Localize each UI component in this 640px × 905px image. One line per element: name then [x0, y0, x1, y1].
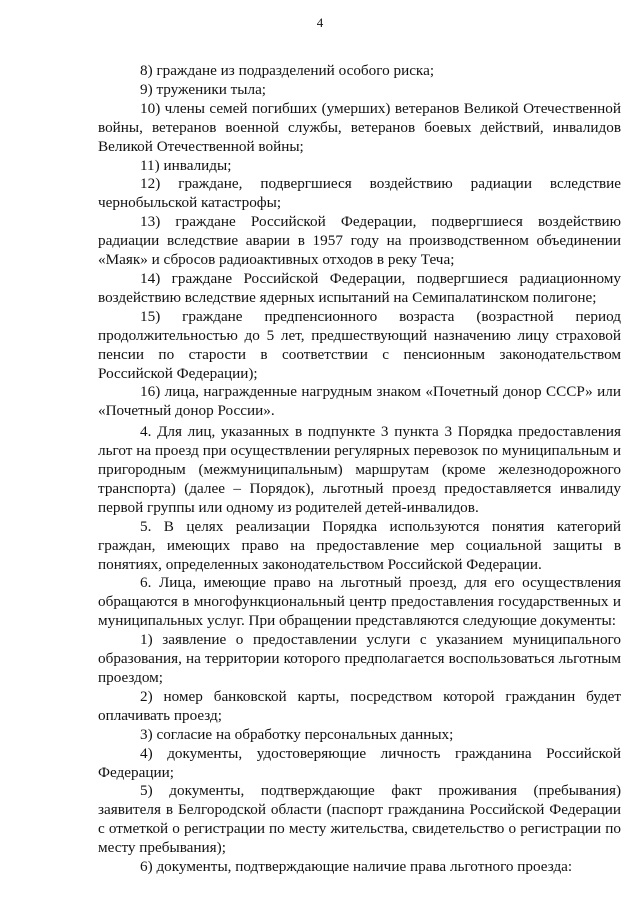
document-item-3: 3) согласие на обработку персональных данных;	[140, 725, 454, 743]
list-item-9: 9) труженики тыла;	[140, 80, 267, 98]
clause-6: 6. Лица, имеющие право на льготный проезд, для его осуществления обращаются в многофункциональный центр предоставления государственных и муниципальных услуг. При обращении представляются следующие документы:	[98, 574, 621, 630]
list-item-13: 13) граждане Российской Федерации, подвергшиеся воздействию радиации вследствие аварии в 1957 году на производственном объединении «Маяк» и сбросов радиоактивных отходов в реку Теча;	[98, 213, 621, 269]
document-item-4: 4) документы, удостоверяющие личность гражданина Российской Федерации;	[98, 744, 621, 781]
list-item-8: 8) граждане из подразделений особого риска;	[140, 62, 435, 79]
document-body	[98, 62, 621, 877]
document-item-6: 6) документы, подтверждающие наличие права льготного проезда:	[140, 858, 573, 876]
document-item-1: 1) заявление о предоставлении услуги с указанием муниципального образования, на территории которого предполагается воспользоваться льготным проездом;	[98, 631, 621, 686]
clause-4: 4. Для лиц, указанных в подпункте 3 пункта 3 Порядка предоставления льгот на проезд при осуществлении регулярных перевозок по муниципальным и пригородным (межмуниципальным) маршрутам (кроме железнодорожного транспорта) (далее – Порядок), льготный проезд предоставляется инвалиду первой группы или одному из родителей детей-инвалидов.	[98, 423, 621, 516]
list-item-14: 14) граждане Российской Федерации, подвергшиеся радиационному воздействию вследствие ядерных испытаний на Семипалатинском полигоне;	[98, 269, 621, 306]
list-item-16: 16) лица, награжденные нагрудным знаком «Почетный донор СССР» или «Почетный донор России».	[98, 383, 621, 420]
document-item-2: 2) номер банковской карты, посредством которой гражданин будет оплачивать проезд;	[98, 687, 621, 724]
clause-5: 5. В целях реализации Порядка используются понятия категорий граждан, имеющих право на предоставление мер социальной защиты в понятиях, определенных законодательством Российской Федерации.	[98, 517, 621, 573]
list-item-11: 11) инвалиды;	[140, 156, 232, 174]
list-item-15: 15) граждане предпенсионного возраста (возрастной период продолжительностью до 5 лет, предшествующий назначению лицу страховой пенсии по старости в соответствии с пенсионным законодательством Российской Федерации);	[98, 307, 621, 382]
list-item-10: 10) члены семей погибших (умерших) ветеранов Великой Отечественной войны, ветеранов военной службы, ветеранов боевых действий, инвалидов Великой Отечественной войны;	[98, 99, 621, 155]
document-item-5: 5) документы, подтверждающие факт проживания (пребывания) заявителя в Белгородской области (паспорт гражданина Российской Федерации с отметкой о регистрации по месту жительства, свидетельство о регистрации по месту пребывания);	[98, 782, 621, 857]
page-number: 4	[316, 15, 324, 30]
list-item-12: 12) граждане, подвергшиеся воздействию радиации вследствие чернобыльской катастрофы;	[98, 175, 621, 212]
